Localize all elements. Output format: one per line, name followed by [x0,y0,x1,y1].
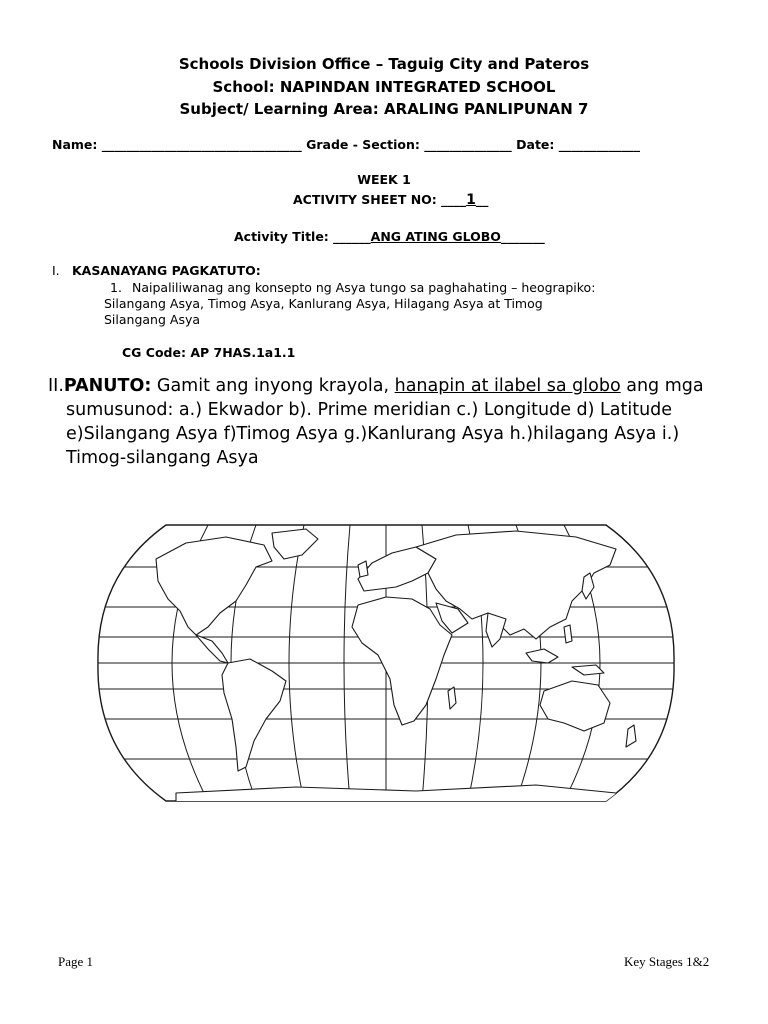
student-info-line [52,137,640,152]
date-field-label: Date: _____________ [516,137,641,152]
section1-item-line3: Silangang Asya [104,312,201,327]
activity-sheet-line [293,192,488,208]
footer-key-stages: Key Stages 1&2 [624,954,710,969]
activity-title-value: ANG ATING GLOBO [370,229,501,244]
header-school: School: NAPINDAN INTEGRATED SCHOOL [212,78,556,96]
grade-section-field-label: Grade - Section: ______________ [306,137,512,152]
section2-text-a: Gamit ang inyong krayola, [151,376,395,396]
footer-page-number: Page 1 [58,954,94,969]
activity-title-line [234,229,545,244]
name-field-label: Name: ________________________________ [52,137,302,152]
philippines-shape [564,625,572,643]
activity-sheet-number: 1 [466,192,476,208]
section2-underlined: hanapin at ilabel sa globo [394,376,621,396]
world-map [96,515,676,811]
section2-line4: Timog-silangang Asya [66,448,259,468]
section1-item-number: 1. [110,280,122,295]
week-label: WEEK 1 [357,172,411,187]
section2-line3: e)Silangang Asya f)Timog Asya g.)Kanlurang Asya h.)hilagang Asya i.) [66,424,680,444]
section2-text-b: ang mga [620,376,704,396]
section1-heading: KASANAYANG PAGKATUTO: [72,263,261,278]
activity-sheet-trail: __ [475,192,489,207]
section2-heading: PANUTO: [63,376,152,396]
activity-title-trail: _______ [500,229,545,244]
activity-title-label: Activity Title: [234,229,329,244]
cg-code: CG Code: AP 7HAS.1a1.1 [122,345,296,360]
activity-sheet-label: ACTIVITY SHEET NO: ____ [293,192,467,207]
section1-numeral: I. [52,263,60,278]
section2-numeral: II. [48,376,64,396]
section1-item-line2: Silangang Asya, Timog Asya, Kanlurang Asya, Hilagang Asya at Timog [104,296,543,311]
activity-title-lead: ______ [333,229,371,244]
header-subject: Subject/ Learning Area: ARALING PANLIPUNAN 7 [179,100,589,118]
section2-line2: sumusunod: a.) Ekwador b). Prime meridian c.) Longitude d) Latitude [66,400,673,420]
section2-instructions [48,374,748,470]
section1-item-line1: Naipaliliwanag ang konsepto ng Asya tungo sa paghahating – heograpiko: [132,280,596,295]
header-division: Schools Division Office – Taguig City and Pateros [178,55,590,73]
